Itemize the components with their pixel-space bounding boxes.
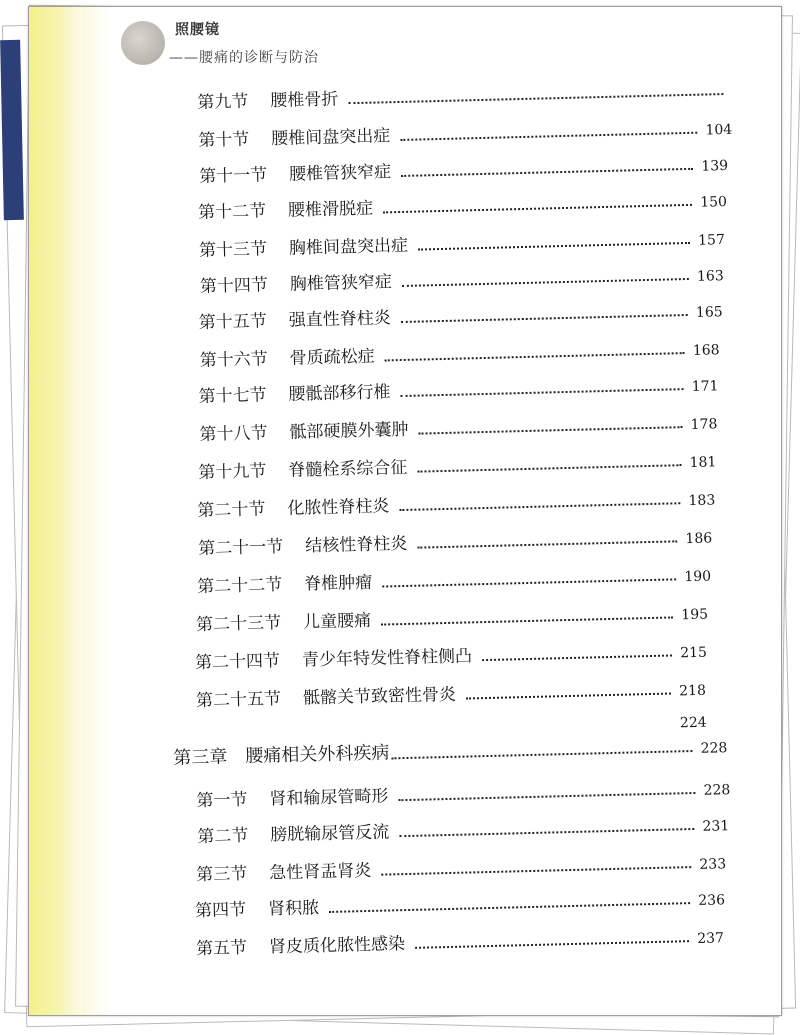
- section-number: 第十三节: [198, 239, 268, 261]
- dot-leader: [383, 204, 692, 214]
- section-title: 膀胱输尿管反流: [270, 822, 390, 846]
- dot-leader: [401, 168, 693, 177]
- toc-entry[interactable]: [197, 76, 731, 113]
- toc-entry[interactable]: [197, 561, 711, 598]
- dot-leader: [400, 132, 697, 141]
- page-number: 171: [691, 378, 719, 395]
- toc-entry[interactable]: [195, 884, 725, 921]
- dot-leader: [466, 693, 671, 700]
- section-number: 第九节: [197, 91, 249, 113]
- toc-entry[interactable]: [199, 408, 717, 445]
- section-number: 第三节: [196, 863, 248, 886]
- dot-leader: [329, 902, 690, 913]
- dot-leader: [419, 426, 683, 434]
- dot-leader: [415, 940, 689, 949]
- section-number: 第十七节: [198, 385, 267, 407]
- section-number: 第十五节: [198, 311, 267, 333]
- dot-leader: [382, 578, 676, 587]
- toc-entry[interactable]: [198, 114, 732, 151]
- dot-leader: [381, 866, 691, 876]
- toc-entry[interactable]: [198, 296, 722, 333]
- dot-leader: [398, 792, 695, 801]
- section-title: 腰椎骨折: [270, 89, 339, 112]
- page-number: 190: [684, 568, 712, 586]
- dot-leader: [385, 352, 685, 361]
- section-title: 骶髂关节致密性骨炎: [302, 684, 457, 709]
- page-number: 163: [696, 268, 724, 285]
- page-number: 139: [701, 157, 729, 175]
- section-title: 腰椎间盘突出症: [271, 126, 391, 150]
- dot-leader: [391, 750, 692, 759]
- dot-leader: [482, 654, 672, 661]
- page-number: 233: [699, 856, 727, 873]
- toc-entry[interactable]: [197, 484, 715, 521]
- section-number: 第二十四节: [194, 651, 281, 674]
- toc-entry[interactable]: [196, 774, 730, 811]
- page-number: 178: [690, 416, 718, 433]
- toc-entry[interactable]: [195, 637, 707, 674]
- section-number: 第一节: [196, 789, 248, 812]
- page-number: 165: [695, 304, 723, 321]
- toc-entry[interactable]: [198, 186, 727, 223]
- toc-entry[interactable]: [198, 446, 716, 483]
- page-number: 228: [703, 782, 731, 799]
- section-title: 肾皮质化脓性感染: [268, 934, 406, 958]
- toc-page: [28, 6, 782, 1016]
- page-number: 218: [678, 682, 707, 700]
- toc-entry[interactable]: [196, 922, 724, 959]
- section-title: 脊髓栓系综合征: [288, 457, 408, 481]
- toc-entry[interactable]: [196, 599, 708, 636]
- section-number: 第十节: [198, 129, 250, 151]
- section-number: 第二十二节: [196, 574, 283, 598]
- page-number: 183: [688, 492, 716, 510]
- dot-leader: [401, 388, 684, 397]
- toc-entry[interactable]: [196, 675, 706, 711]
- dot-leader: [402, 278, 689, 287]
- dot-leader: [417, 464, 681, 472]
- page-number: 224: [679, 714, 707, 732]
- section-title: 胸椎管狭窄症: [289, 272, 393, 295]
- section-number: 第二十一节: [198, 536, 284, 560]
- toc-entry[interactable]: [199, 150, 728, 187]
- section-number: 第二十五节: [195, 689, 282, 712]
- page-number: 186: [685, 530, 713, 548]
- book-subtitle: ——腰痛的诊断与防治: [169, 50, 319, 66]
- section-number: 第十九节: [198, 461, 267, 483]
- section-title: 胸椎间盘突出症: [288, 235, 409, 259]
- section-title: 结核性脊柱炎: [305, 533, 408, 557]
- section-title: 肾积脓: [267, 898, 320, 920]
- dot-leader: [417, 540, 677, 548]
- page-number: 150: [700, 194, 728, 211]
- page-number: 237: [697, 930, 725, 947]
- toc-entry[interactable]: [198, 522, 712, 559]
- chapter-number: 第三章: [173, 746, 228, 769]
- section-number: 第五节: [195, 937, 248, 960]
- section-title: 儿童腰痛: [302, 610, 372, 633]
- section-title: 急性肾盂肾炎: [268, 860, 372, 884]
- book-title: 照腰镜: [175, 22, 220, 38]
- page-number: 195: [681, 606, 709, 624]
- section-title: 化脓性脊柱炎: [287, 496, 390, 519]
- toc-entry[interactable]: [200, 260, 724, 297]
- section-title: 腰椎滑脱症: [287, 198, 374, 221]
- section-title: 腰骶部移行椎: [288, 382, 391, 405]
- section-title: 骨质疏松症: [289, 346, 375, 369]
- section-title: 腰椎管狭窄症: [288, 162, 392, 185]
- chapter-title: 腰痛相关外科疾病: [245, 742, 390, 767]
- section-number: 第二节: [197, 825, 249, 848]
- section-number: 第十四节: [199, 275, 269, 297]
- cover-edge: [0, 40, 24, 220]
- page-number: 228: [700, 740, 728, 757]
- toc-entry[interactable]: [196, 848, 726, 885]
- page-number: 168: [692, 342, 720, 359]
- section-title: 强直性脊柱炎: [288, 308, 391, 331]
- section-title: 青少年特发性脊柱侧凸: [301, 646, 473, 671]
- dot-leader: [418, 242, 690, 251]
- page-number: 181: [689, 454, 717, 471]
- section-number: 第二十节: [197, 499, 266, 522]
- page-number: 157: [697, 232, 726, 249]
- section-number: 第十一节: [198, 165, 268, 187]
- toc-list: [29, 6, 782, 1015]
- section-title: 肾和输尿管畸形: [269, 786, 389, 810]
- toc-entry[interactable]: [198, 370, 718, 407]
- page-number: 236: [698, 892, 726, 909]
- section-number: 第四节: [194, 899, 247, 922]
- section-number: 第十六节: [199, 349, 268, 371]
- page-number: 104: [705, 121, 733, 139]
- dot-leader: [401, 314, 688, 323]
- toc-entry[interactable]: [199, 224, 725, 261]
- section-title: 脊椎肿瘤: [303, 572, 373, 595]
- section-number: 第十八节: [199, 423, 268, 445]
- dot-leader: [399, 828, 694, 837]
- section-number: 第十二节: [197, 201, 267, 223]
- dot-leader: [348, 93, 723, 104]
- toc-entry[interactable]: [197, 810, 729, 847]
- section-title: 骶部硬膜外囊肿: [289, 419, 409, 443]
- dot-leader: [381, 616, 673, 625]
- toc-entry[interactable]: [199, 334, 719, 371]
- dot-leader: [399, 502, 680, 511]
- page-number: 231: [702, 818, 730, 835]
- section-number: 第二十三节: [195, 613, 282, 636]
- page-number: 215: [680, 644, 708, 662]
